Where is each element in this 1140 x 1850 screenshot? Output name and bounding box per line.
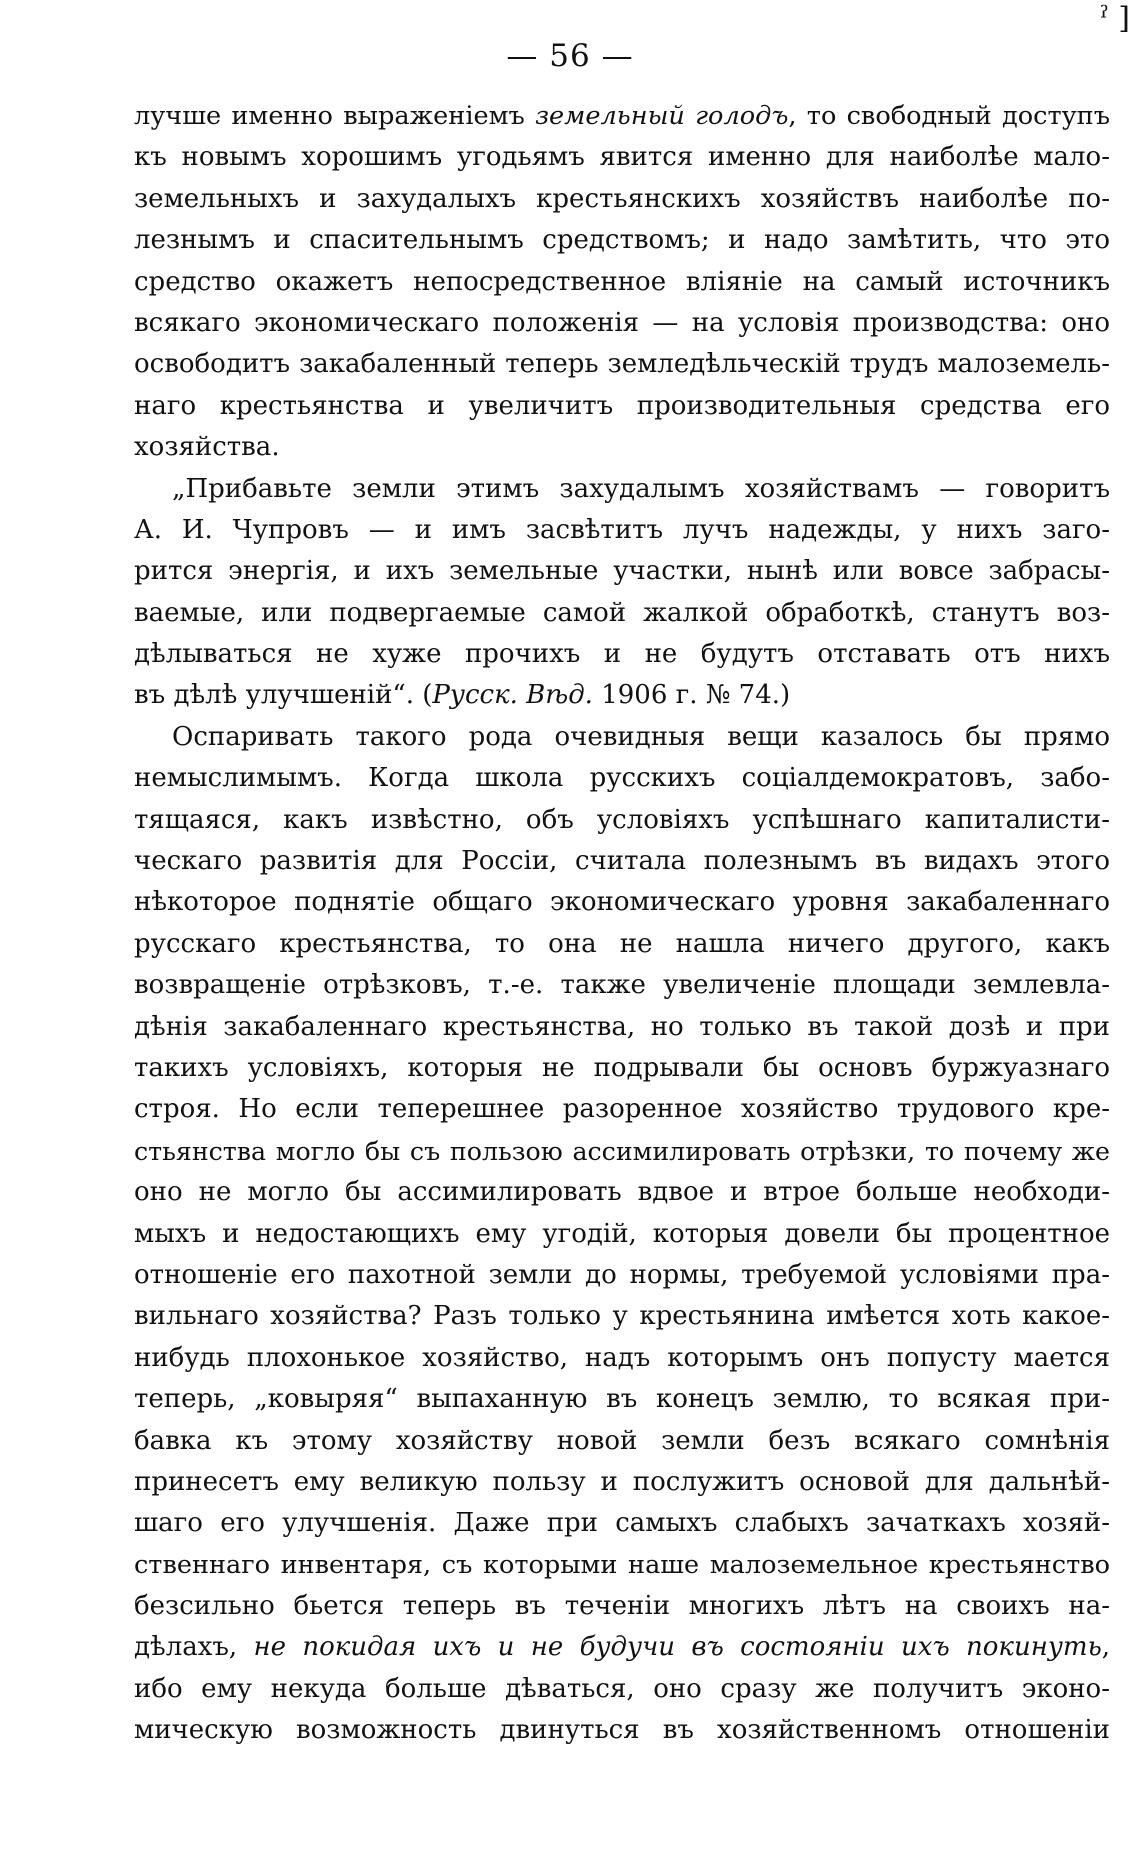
text-line-16: Оспаривать такого рода очевидныя вещи казалось бы прямо bbox=[172, 721, 1110, 752]
text-line-38: дѣлахъ, не покидая ихъ и не будучи въ состояніи ихъ покинуть, bbox=[134, 1632, 1110, 1663]
text-line-6: всякаго экономическаго положенія — на условія производства: оно bbox=[134, 307, 1110, 338]
text-line-35: шаго его улучшенія. Даже при самыхъ слабыхъ зачаткахъ хозяй- bbox=[134, 1508, 1110, 1539]
page-number: — 56 — bbox=[506, 38, 634, 74]
text-line-29: отношеніе его пахотной земли до нормы, требуемой условіями пра- bbox=[134, 1259, 1110, 1290]
text-line-39: ибо ему некуда больше дѣваться, оно сразу же получитъ эконо- bbox=[134, 1673, 1110, 1704]
text-line-9: хозяйства. bbox=[134, 432, 280, 463]
text-line-20: нѣкоторое поднятіе общаго экономическаго уровня закабаленнаго bbox=[134, 887, 1110, 918]
text-line-1: лучше именно выраженіемъ земельный голодъ, то свободный доступъ bbox=[134, 101, 1110, 131]
text-line-15: въ дѣлѣ улучшеній“. (Русск. Вѣд. 1906 г. № 74.) bbox=[134, 680, 791, 711]
body-text bbox=[134, 96, 1110, 1752]
text-line-7: освободитъ закабаленный теперь земледѣльческій трудъ малоземель- bbox=[134, 349, 1110, 380]
text-line-32: теперь, „ковыряя“ выпаханную въ конецъ землю, то всякая при- bbox=[134, 1384, 1110, 1415]
text-line-5: средство окажетъ непосредственное вліяніе на самый источникъ bbox=[134, 266, 1110, 297]
text-line-17: немыслимымъ. Когда школа русскихъ соціалдемократовъ, забо- bbox=[134, 763, 1110, 794]
text-line-25: строя. Но если теперешнее разоренное хозяйство трудового кре- bbox=[134, 1094, 1110, 1125]
text-line-18: тящаяся, какъ извѣстно, объ условіяхъ успѣшнаго капиталисти- bbox=[134, 804, 1110, 835]
text-line-8: наго крестьянства и увеличитъ производительныя средства его bbox=[134, 390, 1110, 421]
text-line-31: нибудь плохонькое хозяйство, надъ которымъ онъ попусту мается bbox=[134, 1342, 1110, 1373]
text-line-24: такихъ условіяхъ, которыя не подрывали бы основъ буржуазнаго bbox=[134, 1052, 1110, 1083]
text-line-28: мыхъ и недостающихъ ему угодій, которыя довели бы процентное bbox=[134, 1218, 1110, 1249]
text-line-34: принесетъ ему великую пользу и послужитъ основой для дальнѣй- bbox=[134, 1466, 1110, 1497]
text-line-10: „Прибавьте земли этимъ захудалымъ хозяйствамъ — говоритъ bbox=[172, 473, 1110, 504]
text-line-22: возвращеніе отрѣзковъ, т.-е. также увеличеніе площади землевла- bbox=[134, 970, 1110, 1001]
text-line-11: А. И. Чупровъ — и имъ засвѣтитъ лучъ надежды, у нихъ заго- bbox=[134, 514, 1110, 545]
text-line-40: мическую возможность двинуться въ хозяйственномъ отношеніи bbox=[134, 1715, 1110, 1746]
text-line-36: ственнаго инвентаря, съ которыми наше малоземельное крестьянство bbox=[134, 1549, 1110, 1580]
text-line-33: бавка къ этому хозяйству новой земли безъ всякаго сомнѣнія bbox=[134, 1425, 1110, 1456]
text-line-23: дѣнія закабаленнаго крестьянства, но только въ такой дозѣ и при bbox=[134, 1011, 1110, 1042]
text-line-4: лезнымъ и спасительнымъ средствомъ; и надо замѣтить, что это bbox=[134, 225, 1110, 256]
text-line-19: ческаго развитія для Россіи, считала полезнымъ въ видахъ этого bbox=[134, 846, 1110, 877]
text-line-14: дѣлываться не хуже прочихъ и не будутъ отставать отъ нихъ bbox=[134, 639, 1110, 670]
text-line-13: ваемые, или подвергаемые самой жалкой обработкѣ, станутъ воз- bbox=[134, 597, 1110, 628]
text-line-37: безсильно бьется теперь въ теченіи многихъ лѣтъ на своихъ на- bbox=[134, 1591, 1110, 1622]
text-line-30: вильнаго хозяйства? Разъ только у крестьянина имѣется хоть какое- bbox=[134, 1301, 1110, 1332]
text-line-2: къ новымъ хорошимъ угодьямъ явится именно для наиболѣе мало- bbox=[134, 142, 1110, 173]
text-line-12: рится энергія, и ихъ земельные участки, нынѣ или вовсе забрасы- bbox=[134, 556, 1110, 587]
text-line-26: стьянства могло бы съ пользою ассимилировать отрѣзки, то почему же bbox=[134, 1136, 1110, 1166]
text-line-3: земельныхъ и захудалыхъ крестьянскихъ хозяйствъ наиболѣе по- bbox=[134, 183, 1110, 214]
text-line-27: оно не могло бы ассимилировать вдвое и втрое больше необходи- bbox=[134, 1177, 1110, 1208]
text-line-21: русскаго крестьянства, то она не нашла ничего другого, какъ bbox=[134, 928, 1110, 959]
corner-mark: ˀ ] bbox=[1100, 1, 1130, 36]
